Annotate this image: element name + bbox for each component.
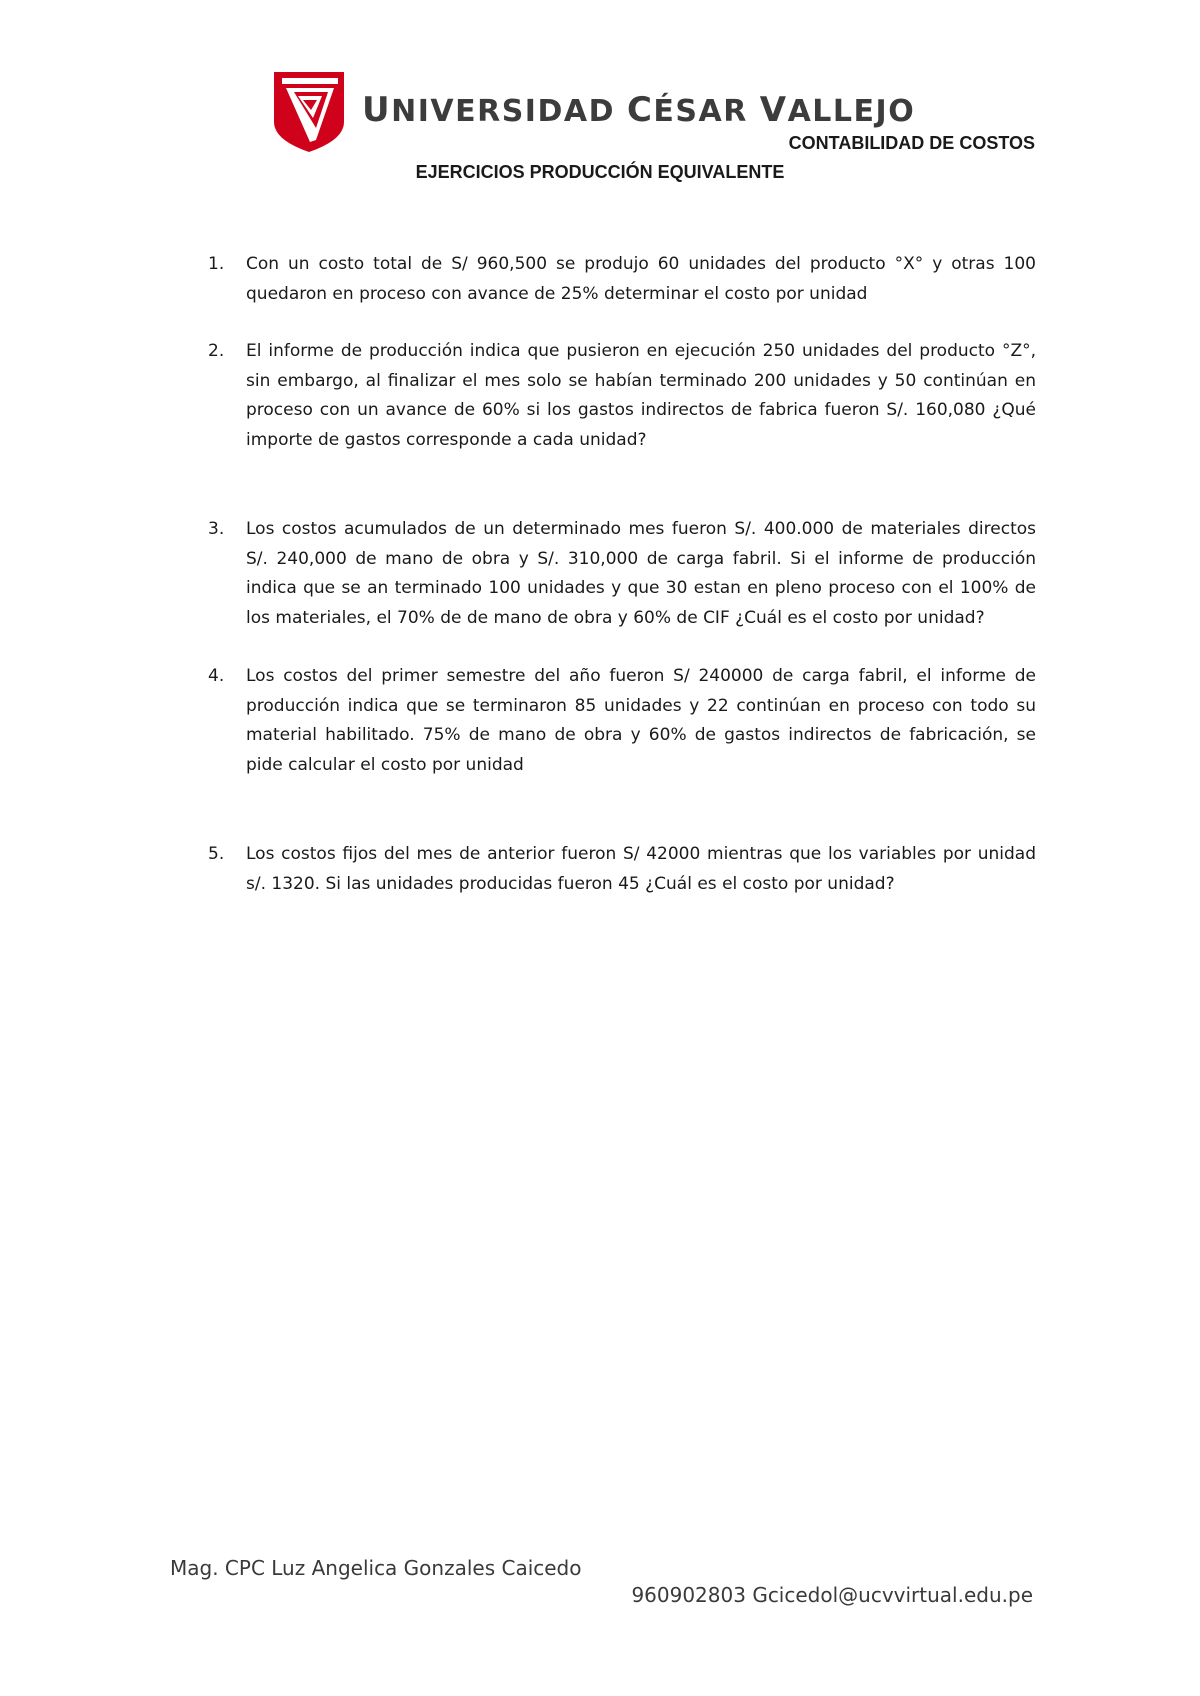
course-title: CONTABILIDAD DE COSTOS: [788, 133, 1035, 153]
ucv-shield-stripe-1: [282, 78, 338, 84]
exercise-text: Los costos acumulados de un determinado mes fueron S/. 400.000 de materiales directos S/. 240,000 de mano de obra y S/. 310,000 de carga fabril. Si el informe de producción indica que se an terminado 100 unidades y que 30 estan en pleno proceso con el 100% de los materiales, el 70% de de mano de obra y 60% de CIF ¿Cuál es el costo por unidad?: [246, 519, 1036, 628]
exercise-number: 1.: [208, 254, 225, 274]
exercise-list: [208, 250, 1036, 899]
footer-contact: 960902803 Gcicedol@ucvvirtual.edu.pe: [631, 1583, 1033, 1607]
exercise-item-2: [208, 337, 1036, 455]
exercise-item-1: [208, 250, 1036, 309]
exercise-item-5: [208, 840, 1036, 899]
footer-author: Mag. CPC Luz Angelica Gonzales Caicedo: [170, 1556, 582, 1580]
exercise-number: 2.: [208, 341, 225, 361]
exercise-text: Con un costo total de S/ 960,500 se produjo 60 unidades del producto °X° y otras 100 quedaron en proceso con avance de 25% determinar el costo por unidad: [246, 254, 1036, 304]
exercise-text: El informe de producción indica que pusieron en ejecución 250 unidades del producto °Z°, sin embargo, al finalizar el mes solo se habían terminado 200 unidades y 50 continúan en proceso con un avance de 60% si los gastos indirectos de fabrica fueron S/. 160,080 ¿Qué importe de gastos corresponde a cada unidad?: [246, 341, 1036, 450]
exercise-item-4: [208, 662, 1036, 780]
exercise-number: 4.: [208, 666, 225, 686]
exercise-number: 5.: [208, 844, 225, 864]
exercise-number: 3.: [208, 519, 225, 539]
exercise-item-3: [208, 515, 1036, 633]
ucv-shield-icon: [272, 70, 346, 154]
document-title: EJERCICIOS PRODUCCIÓN EQUIVALENTE: [415, 162, 785, 182]
university-name: UNIVERSIDAD CÉSAR VALLEJO: [362, 90, 916, 130]
exercise-text: Los costos del primer semestre del año fueron S/ 240000 de carga fabril, el informe de producción indica que se terminaron 85 unidades y 22 continúan en proceso con todo su material habilitado. 75% de mano de obra y 60% de gastos indirectos de fabricación, se pide calcular el costo por unidad: [246, 666, 1036, 775]
exercise-text: Los costos fijos del mes de anterior fueron S/ 42000 mientras que los variables por unidad s/. 1320. Si las unidades producidas fueron 45 ¿Cuál es el costo por unidad?: [246, 844, 1036, 894]
